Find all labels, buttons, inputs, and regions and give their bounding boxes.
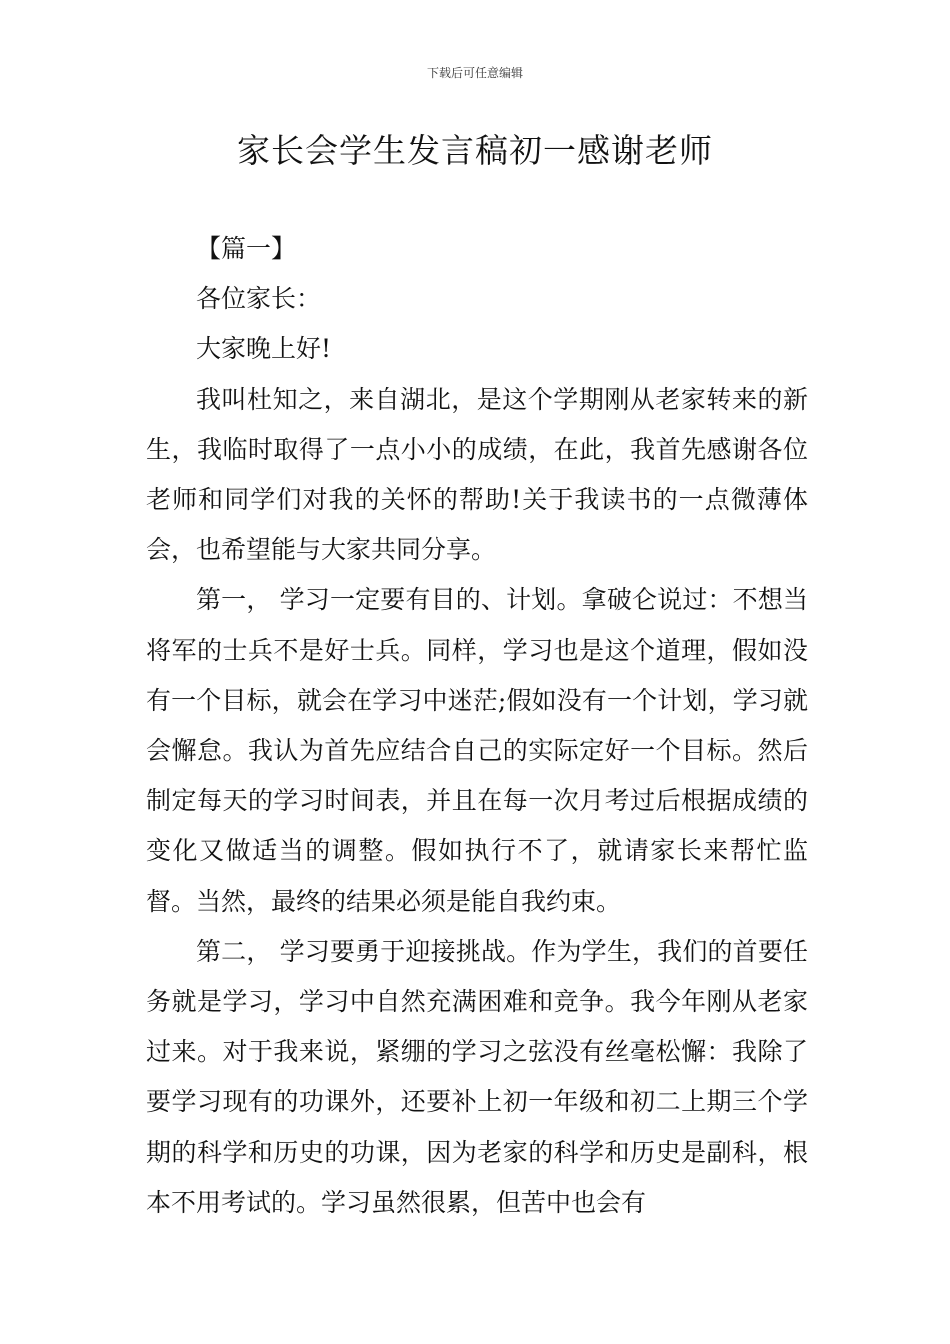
page-header-note: 下载后可任意编辑 bbox=[426, 66, 523, 80]
paragraph-point-two: 第二， 学习要勇于迎接挑战。作为学生，我们的首要任务就是学习，学习中自然充满困难和竞争。我今年刚从老家过来。对于我来说，紧绷的学习之弦没有丝毫松懈：我除了要学习现有的功课外，还要补上初一年级和初二上期三个学期的科学和历史的功课，因为老家的科学和历史是副科，根本不用考试的。学习虽然很累，但苦中也会有 bbox=[146, 936, 808, 1217]
document-title: 家长会学生发言稿初一感谢老师 bbox=[237, 131, 713, 170]
paragraph-greeting: 各位家长： bbox=[196, 284, 322, 314]
paragraph-introduction: 我叫杜知之，来自湖北，是这个学期刚从老家转来的新生，我临时取得了一点小小的成绩，在此，我首先感谢各位老师和同学们对我的关怀的帮助!关于我读书的一点微薄体会，也希望能与大家共同分享。 bbox=[146, 384, 808, 565]
section-label: 【篇一】 bbox=[196, 234, 297, 263]
paragraph-point-one: 第一， 学习一定要有目的、计划。拿破仑说过：不想当将军的士兵不是好士兵。同样，学习也是这个道理，假如没有一个目标，就会在学习中迷茫;假如没有一个计划，学习就会懈怠。我认为首先应结合自己的实际定好一个目标。然后制定每天的学习时间表，并且在每一次月考过后根据成绩的变化又做适当的调整。假如执行不了，就请家长来帮忙监督。当然，最终的结果必须是能自我约束。 bbox=[146, 585, 808, 916]
paragraph-salutation: 大家晚上好! bbox=[196, 334, 332, 364]
document-body bbox=[146, 224, 808, 1228]
